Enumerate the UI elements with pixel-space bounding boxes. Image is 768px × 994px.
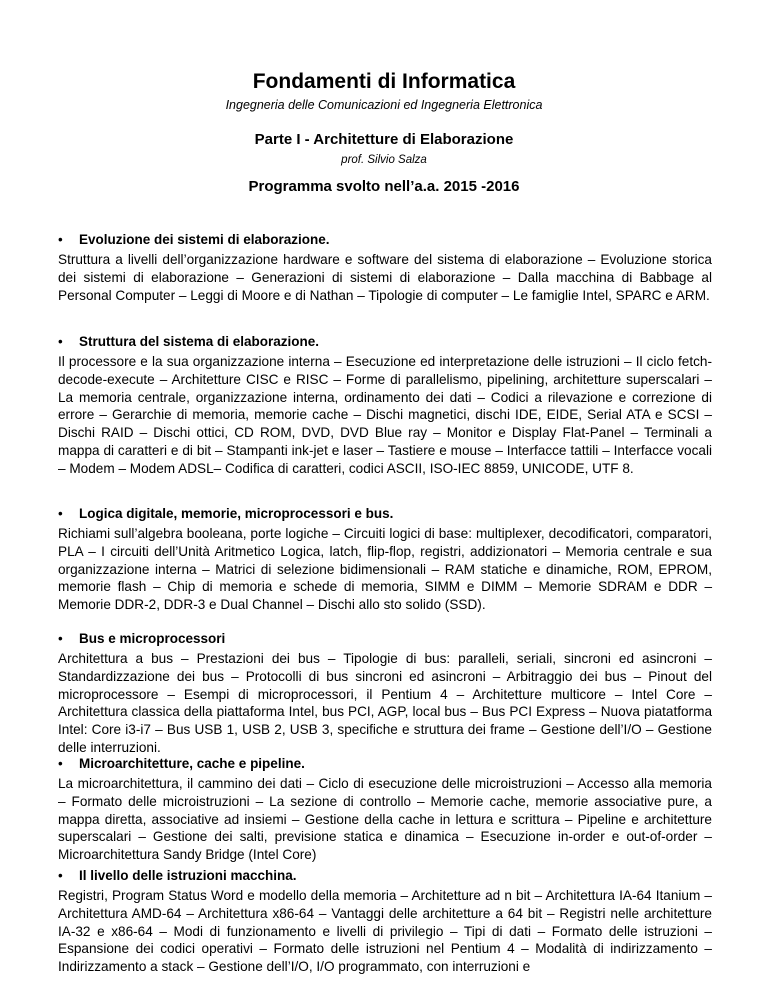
part-heading: Parte I - Architetture di Elaborazione (254, 131, 514, 148)
section-heading-text: Bus e microprocessori (79, 631, 226, 646)
section-heading-text: Microarchitetture, cache e pipeline. (79, 756, 305, 771)
bullet-icon: • (58, 232, 63, 247)
section-heading-text: Logica digitale, memorie, microprocessori e bus. (79, 506, 394, 521)
section-heading-text: Il livello delle istruzioni macchina. (79, 868, 297, 883)
section-heading-text: Evoluzione dei sistemi di elaborazione. (79, 232, 330, 247)
section-heading (58, 231, 712, 249)
section-body: La microarchitettura, il cammino dei dati – Ciclo di esecuzione delle microistruzioni – Accesso alla memoria – Formato delle microistruzioni – La sezione di controllo – Memorie cache, memorie associative pure, a mappa diretta, associative ad insiemi – Gestione della cache in lettura e scrittura – Pipeline e architetture superscalari – Gestione dei salti, previsione statica e dinamica – Esecuzione in-order e out-of-order – Microarchitettura Sandy Bridge (Intel Core) (58, 776, 712, 863)
bullet-icon: • (58, 631, 63, 646)
section-heading (58, 333, 712, 351)
professor-name: prof. Silvio Salza (341, 154, 427, 166)
section-heading (58, 867, 712, 885)
section-istruzioni-macchina (58, 867, 712, 976)
section-evoluzione (58, 231, 712, 304)
section-struttura (58, 333, 712, 478)
section-heading-text: Struttura del sistema di elaborazione. (79, 334, 320, 349)
section-body: Il processore e la sua organizzazione interna – Esecuzione ed interpretazione delle istruzioni – Il ciclo fetch-decode-execute – Architetture CISC e RISC – Forme di parallelismo, pipelining, architetture superscalari – La memoria centrale, organizzazione interna, ordinamento dei dati – Codici a rilevazione e correzione di errore – Gerarchie di memoria, memorie cache – Dischi magnetici, dischi IDE, EIDE, Serial ATA e SCSI – Dischi RAID – Dischi ottici, CD ROM, DVD, DVD Blue ray – Monitor e Display Flat-Panel – Terminali a mappa di caratteri e di bit – Stampanti ink-jet e laser – Tastiere e mouse – Interfacce tattili – Interfacce vocali – Modem – Modem ADSL– Codifica di caratteri, codici ASCII, ISO-IEC 8859, UNICODE, UTF 8. (58, 354, 712, 476)
bullet-icon: • (58, 756, 63, 771)
bullet-icon: • (58, 334, 63, 349)
program-year: Programma svolto nell’a.a. 2015 -2016 (248, 178, 520, 195)
section-logica-digitale (58, 505, 712, 614)
section-bus (58, 630, 712, 757)
section-body: Architettura a bus – Prestazioni dei bus – Tipologie di bus: paralleli, seriali, sincroni ed asincroni – Standardizzazione dei bus – Protocolli di bus sincroni ed asincroni – Arbitraggio dei bus – Pinout del microprocessore – Esempi di microprocessori, il Pentium 4 – Architetture multicore – Intel Core – Architettura classica della piattaforma Intel, bus PCI, AGP, local bus – Bus PCI Express – Nuova piatatforma Intel: Core i3-i7 – Bus USB 1, USB 2, USB 3, specifiche e struttura dei frame – Gestione dell’I/O – Gestione delle interruzioni. (58, 651, 712, 755)
section-heading (58, 755, 712, 773)
section-body: Registri, Program Status Word e modello della memoria – Architetture ad n bit – Architettura IA-64 Itanium – Architettura AMD-64 – Architettura x86-64 – Vantaggi delle architetture a 64 bit – Registri nelle architetture IA-32 e x86-64 – Modi di funzionamento e livelli di privilegio – Tipi di dati – Formato delle istruzioni – Espansione dei codici operativi – Formato delle istruzioni nel Pentium 4 – Modalità di indirizzamento – Indirizzamento a stack – Gestione dell’I/O, I/O programmato, con interruzioni e (58, 888, 712, 975)
course-subtitle: Ingegneria delle Comunicazioni ed Ingegneria Elettronica (225, 98, 543, 112)
document-title: Fondamenti di Informatica (252, 70, 516, 93)
section-body: Richiami sull’algebra booleana, porte logiche – Circuiti logici di base: multiplexer, decodificatori, comparatori, PLA – I circuiti dell’Unità Aritmetico Logica, latch, flip-flop, registri, addizionatori – Memoria centrale e sua organizzazione interna – Matrici di selezione bidimensionali – RAM statiche e dinamiche, ROM, EPROM, memorie flash – Chip di memoria e schede di memoria, SIMM e DIMM – Memorie SDRAM e DDR – Memorie DDR-2, DDR-3 e Dual Channel – Dischi allo sto solido (SSD). (58, 526, 712, 613)
bullet-icon: • (58, 868, 63, 883)
section-heading (58, 630, 712, 648)
section-body: Struttura a livelli dell’organizzazione hardware e software del sistema di elaborazione – Evoluzione storica dei sistemi di elaborazione – Generazioni di sistemi di elaborazione – Dalla macchina di Babbage al Personal Computer – Leggi di Moore e di Nathan – Tipologie di computer – Le famiglie Intel, SPARC e ARM. (58, 252, 712, 303)
section-heading (58, 505, 712, 523)
section-microarchitetture (58, 755, 712, 864)
bullet-icon: • (58, 506, 63, 521)
